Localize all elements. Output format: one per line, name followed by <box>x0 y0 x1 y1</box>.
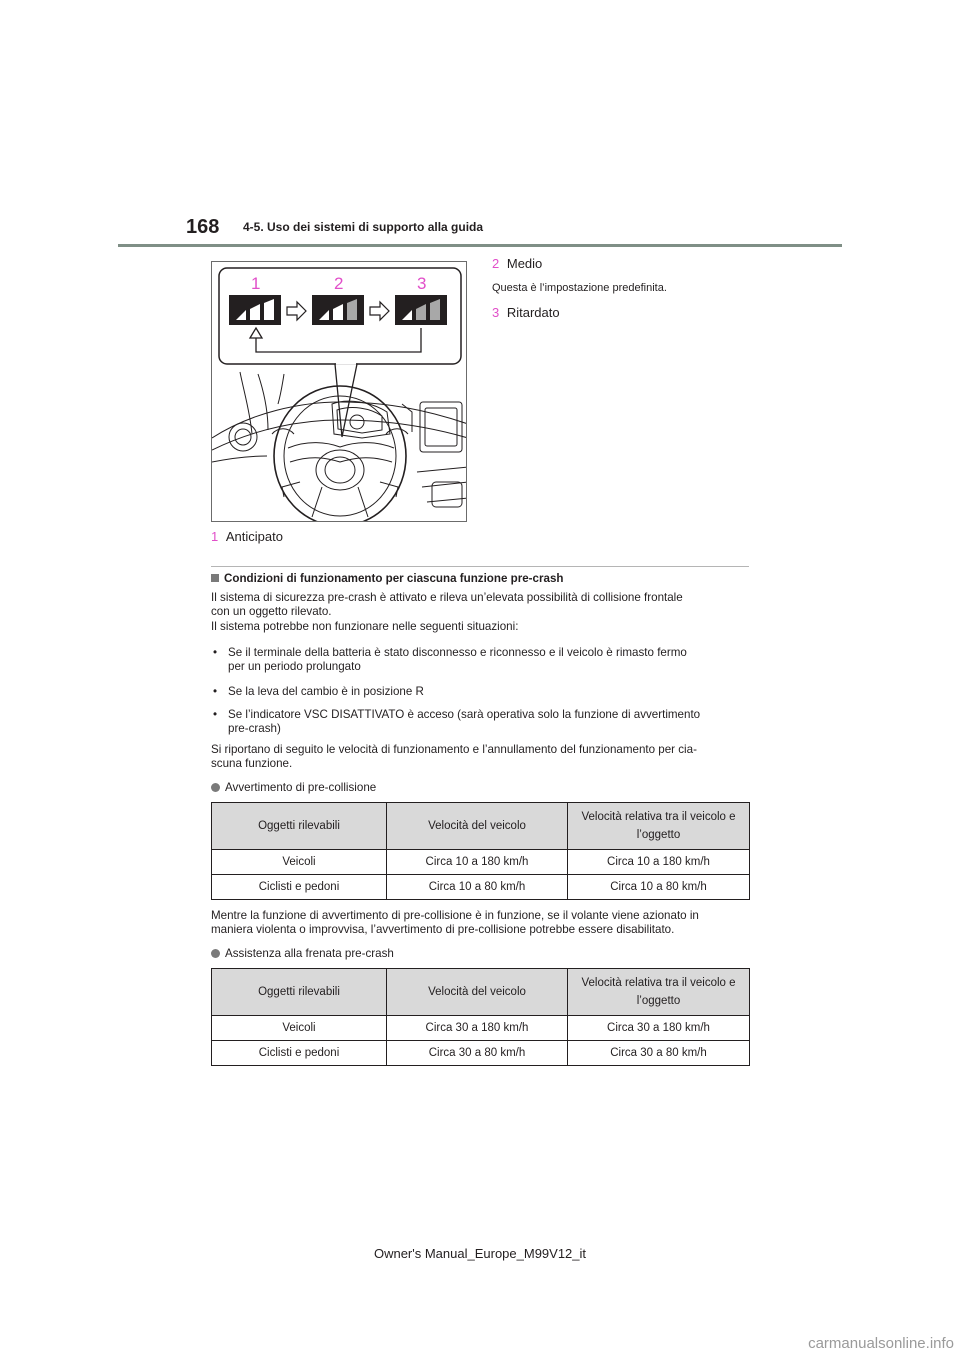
table-cell: Veicoli <box>212 850 387 875</box>
watermark: carmanualsonline.info <box>808 1335 954 1352</box>
brake-title-text: Assistenza alla frenata pre-crash <box>225 947 394 960</box>
table-cell: Circa 10 a 80 km/h <box>387 875 568 900</box>
warning-note-1: Mentre la funzione di avvertimento di pre-collisione è in funzione, se il volante viene azionato in <box>211 909 699 922</box>
header-rule <box>118 244 842 247</box>
bullet-dot: • <box>213 646 218 659</box>
bullet-dot: • <box>213 685 218 698</box>
table-row <box>212 875 750 900</box>
table-cell: Veicoli <box>212 1016 387 1041</box>
bullet-dot: • <box>213 708 218 721</box>
warning-title <box>211 781 749 795</box>
table-cell: Circa 30 a 80 km/h <box>387 1041 568 1066</box>
brake-title <box>211 947 749 961</box>
warning-table <box>211 802 750 900</box>
conditions-heading <box>211 572 749 586</box>
circle-bullet-icon <box>211 949 220 958</box>
timing-setting-icon <box>395 295 447 325</box>
item-3 <box>492 305 560 320</box>
warning-note-2: maniera violenta o improvvisa, l’avvertimento di pre-collisione potrebbe essere disabilitato. <box>211 923 675 936</box>
list-item-line: Se l’indicatore VSC DISATTIVATO è acceso (sarà operativa solo la funzione di avvertimento <box>228 708 701 721</box>
column-header-line: l’oggetto <box>636 995 681 1007</box>
intro-line-2: con un oggetto rilevato. <box>211 605 332 618</box>
table-header-row <box>212 803 750 850</box>
column-header: Velocità del veicolo <box>387 969 568 1016</box>
item-3-label: Ritardato <box>506 305 560 320</box>
footer-text: Owner's Manual_Europe_M99V12_it <box>373 1246 587 1261</box>
table-cell: Circa 30 a 180 km/h <box>568 1016 750 1041</box>
illustration-svg <box>212 262 467 522</box>
timing-setting-icon <box>229 295 281 325</box>
table-cell: Circa 30 a 180 km/h <box>387 1016 568 1041</box>
item-2-number: 2 <box>492 256 500 271</box>
column-header: Velocità del veicolo <box>387 803 568 850</box>
item-2-label: Medio <box>506 256 543 271</box>
column-header: Oggetti rilevabili <box>212 969 387 1016</box>
table-cell: Circa 10 a 180 km/h <box>387 850 568 875</box>
item-1 <box>211 529 283 544</box>
list-item-line: Se il terminale della batteria è stato disconnesso e riconnesso e il veicolo è rimasto fermo <box>228 646 687 659</box>
after-line-2: scuna funzione. <box>211 757 293 770</box>
list-item <box>211 646 749 674</box>
item-2-note: Questa è l’impostazione predefinita. <box>492 282 667 294</box>
column-header <box>568 803 750 850</box>
list-item-line: per un periodo prolungato <box>228 660 361 673</box>
conditions-heading-text: Condizioni di funzionamento per ciascuna funzione pre-crash <box>224 572 564 585</box>
table-cell: Circa 30 a 80 km/h <box>568 1041 750 1066</box>
intro-line-3: Il sistema potrebbe non funzionare nelle seguenti situazioni: <box>211 620 519 633</box>
column-header-line: Velocità relativa tra il veicolo e <box>581 977 736 989</box>
item-3-number: 3 <box>492 305 500 320</box>
table-row <box>212 850 750 875</box>
table-row <box>212 1041 750 1066</box>
list-item <box>211 708 749 736</box>
column-header-line: Velocità relativa tra il veicolo e <box>581 811 736 823</box>
marker-3: 3 <box>417 274 427 293</box>
intro-line-1: Il sistema di sicurezza pre-crash è attivato e rileva un’elevata possibilità di collisione frontale <box>211 591 683 604</box>
item-1-label: Anticipato <box>225 529 283 544</box>
column-header-line: l’oggetto <box>636 829 681 841</box>
list-item-line: pre-crash) <box>228 722 281 735</box>
table-cell: Ciclisti e pedoni <box>212 875 387 900</box>
marker-1: 1 <box>251 274 261 293</box>
timing-illustration <box>211 261 467 522</box>
list-item-line: Se la leva del cambio è in posizione R <box>228 685 424 698</box>
table-cell: Circa 10 a 180 km/h <box>568 850 750 875</box>
timing-setting-icon <box>312 295 364 325</box>
table-header-row <box>212 969 750 1016</box>
table-row <box>212 1016 750 1041</box>
section-divider <box>211 566 749 567</box>
marker-2: 2 <box>334 274 344 293</box>
table-cell: Ciclisti e pedoni <box>212 1041 387 1066</box>
column-header <box>568 969 750 1016</box>
list-item <box>211 685 749 699</box>
warning-title-text: Avvertimento di pre-collisione <box>225 781 377 794</box>
item-1-number: 1 <box>211 529 219 544</box>
page-number: 168 <box>186 216 220 238</box>
section-title: 4-5. Uso dei sistemi di supporto alla guida <box>243 220 484 234</box>
table-cell: Circa 10 a 80 km/h <box>568 875 750 900</box>
after-line-1: Si riportano di seguito le velocità di funzionamento e l’annullamento del funzionamento per cia- <box>211 743 697 756</box>
column-header: Oggetti rilevabili <box>212 803 387 850</box>
circle-bullet-icon <box>211 783 220 792</box>
square-bullet-icon <box>211 574 219 582</box>
item-2 <box>492 256 542 271</box>
brake-table <box>211 968 750 1066</box>
